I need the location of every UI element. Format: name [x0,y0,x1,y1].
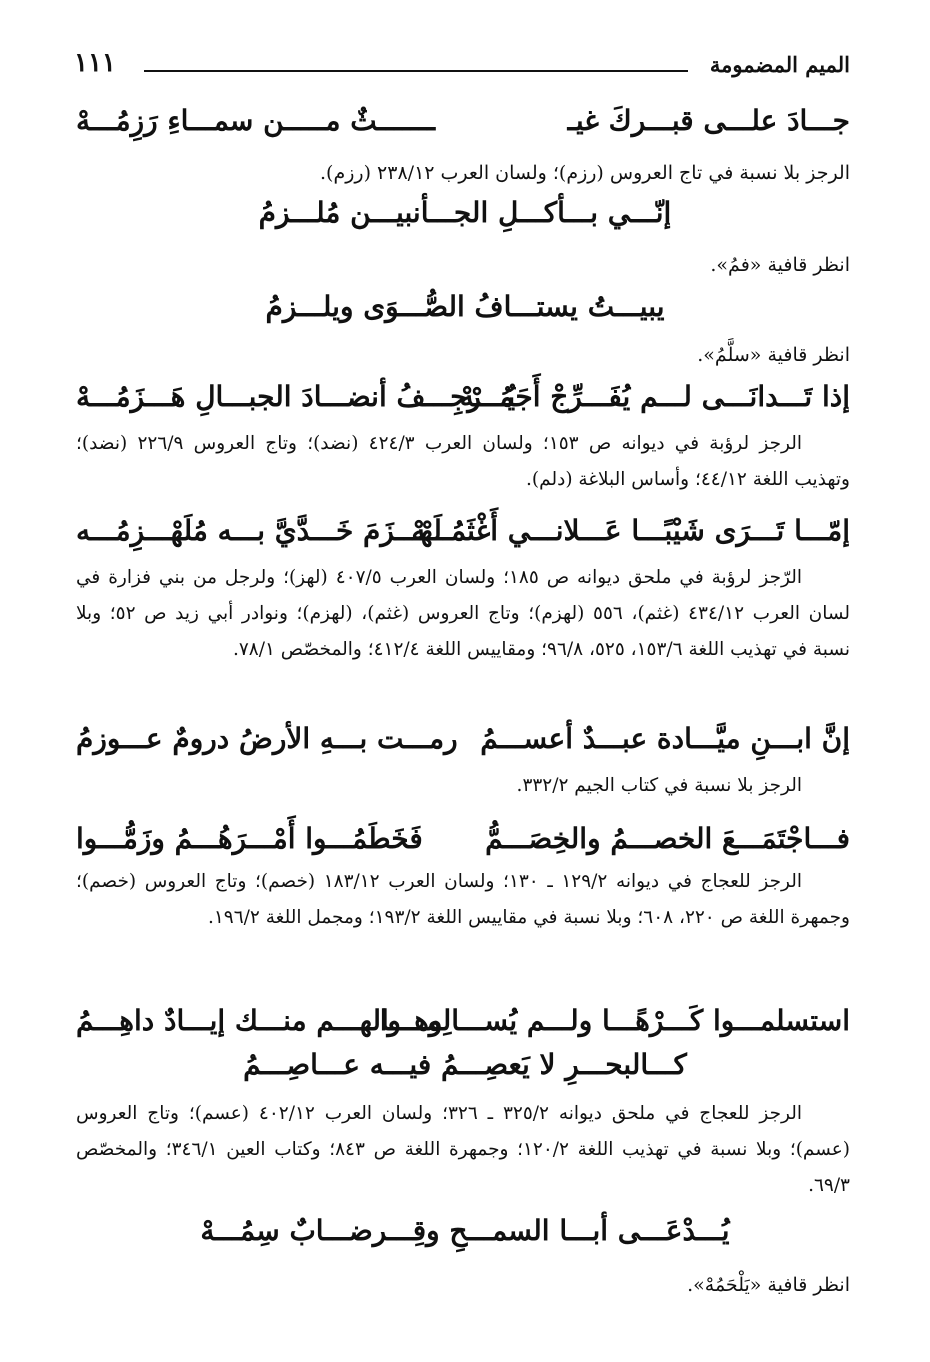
citation-note: الرجز بلا نسبة في تاج العروس (رزم)؛ ولسان العرب ٢٣٨/١٢ (رزم). [320,162,850,184]
verse-hemistich-second: رمـــت بـــهِ الأرضُ درومٌ عـــوزمُ [76,722,458,755]
verse-hemistich-second: لَهْـــزَمَ خَـــدَّيَّ بـــه مُلَهْـــزِمُـــه [76,514,442,547]
header-rule [144,70,688,72]
verse-hemistich-second: وهـــالهـــم منـــك إيـــادٌ داهِـــمُ [76,1004,443,1037]
running-title: الميم المضمومة [709,52,850,77]
verse-line-centered: كـــالبحـــرِ لا يَعصِـــمُ فيـــه عـــاصِـــمُ [243,1048,687,1081]
page-header [74,46,850,86]
citation-note: الرجز بلا نسبة في كتاب الجيم ٣٣٢/٢. [516,775,802,796]
citation-note: انظر قافية «يَلْحَمُهْ». [687,1274,850,1296]
verse-hemistich-first: إذا تَـــدانَـــى لـــم يُفَـــرِّجْ أَجَمُـــهْ [459,380,850,413]
citation-note: الرجز للعجاج في ملحق ديوانه ٣٢٥/٢ ـ ٣٢٦؛ ولسان العرب ٤٠٢/١٢ (عسم)؛ وتاج العروس (عسم)؛ وبلا نسبة في تهذيب اللغة ١٢٠/٢؛ وجمهرة اللغة ص ٨٤٣؛ وكتاب العين ٣٤٦/١؛ والمخصّص ٦٩/٣. [76,1103,850,1196]
citation-note: الرّجز لرؤبة في ملحق ديوانه ص ١٨٥؛ ولسان العرب ٤٠٧/٥ (لهز)؛ ولرجل من بني فزارة في لسان العرب ٤٣٤/١٢ (غثم)، ٥٥٦ (لهزم)؛ وتاج العروس (غثم)، (لهزم)؛ ونوادر أبي زيد ص ٥٢؛ وبلا نسبة في تهذيب اللغة ١٥٣/٦، ٥٢٥، ٩٦/٨؛ ومقاييس اللغة ٤١٢/٤؛ والمخصّص ٧٨/١. [76,567,850,660]
citation-note: الرجز لرؤبة في ديوانه ص ١٥٣؛ ولسان العرب ٤٢٤/٣ (نضد)؛ وتاج العروس ٢٢٦/٩ (نضد)؛ وتهذيب اللغة ٤٤/١٢؛ وأساس البلاغة (دلم). [76,433,850,490]
verse-line-centered: إنّـــي بـــأكـــلِ الجـــأنبيـــن مُلـــزمُ [258,196,672,229]
verse-line-centered: يبيـــتُ يستـــافُ الصُّـــوَى ويلـــزمُ [265,290,665,323]
verse-hemistich-second: ـــــــثٌ مـــــن سمـــاءِ رَزِمُـــهْ [76,104,436,137]
citation-note: انظر قافية «سلَّمُ». [697,344,850,366]
verse-line-centered: يُـــدْعَـــى أبـــا السمـــحِ وقِـــرضـــابٌ سِمُـــهْ [200,1214,730,1247]
verse-hemistich-first: استسلمـــوا كَـــرْهًـــا ولـــم يُســـالِمـــوا [379,1004,850,1037]
citation-note: انظر قافية «فمُ». [710,254,850,276]
verse-hemistich-first: فـــاجْتَمَـــعَ الخصـــمُ والخِصَـــمُّ [485,822,850,855]
verse-hemistich-first: إمّـــا تَـــرَى شَيْبًـــا عَـــلانـــي أَغْثَمُـــهْ [411,514,850,547]
verse-hemistich-first: جـــادَ علـــى قبـــركَ غيـ [567,104,850,137]
verse-hemistich-first: إنَّ ابـــنِ ميَّـــادة عبـــدٌ أعســـمُ [480,722,850,755]
verse-hemistich-second: فَخَطَمُـــوا أَمْـــرَهُـــمُ وزَمُّـــوا [76,822,423,855]
page-number: ١١١ [74,48,116,78]
verse-hemistich-second: يُـــرْجِـــفُ أنضـــادَ الجبـــالِ هَـــزَمُـــهْ [76,380,516,413]
citation-note: الرجز للعجاج في ديوانه ١٢٩/٢ ـ ١٣٠؛ ولسان العرب ١٨٣/١٢ (خصم)؛ وتاج العروس (خصم)؛ وجمهرة اللغة ص ٢٢٠، ٦٠٨؛ وبلا نسبة في مقاييس اللغة ١٩٣/٢؛ ومجمل اللغة ١٩٦/٢. [76,871,850,928]
